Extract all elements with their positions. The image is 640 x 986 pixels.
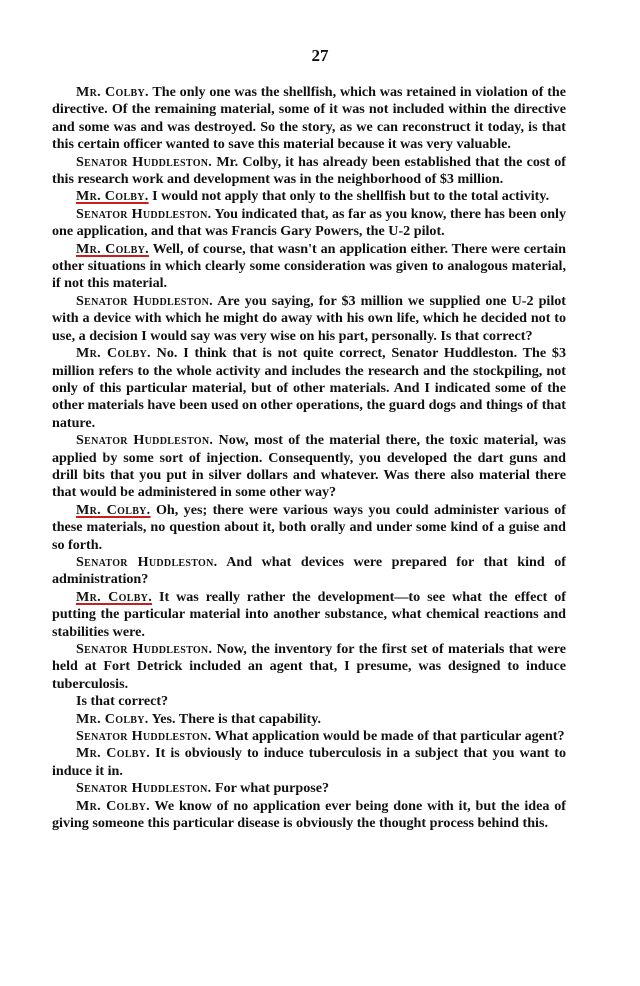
paragraph-text: Now, the inventory for the first set of materials that were held at Fort Detrick included an agent that, I presume, was designed to induce tuberculosis. (52, 641, 566, 692)
paragraph-text: It was really rather the development—to see what the effect of putting the particular material into another substance, what chemical reactions and stabilities were. (52, 588, 566, 640)
paragraph (52, 154, 566, 189)
paragraph-text: Oh, yes; there were various ways you could administer various of these materials, no question about it, both orally and under some kind of a guise and so forth. (52, 501, 566, 553)
paragraph-text: It is obviously to induce tuberculosis in a subject that you want to induce it in. (52, 745, 566, 779)
paragraph-text: For what purpose? (215, 780, 330, 797)
paragraph (52, 502, 566, 554)
paragraph-text: Well, of course, that wasn't an application either. There were certain other situations in which clearly some consideration was given to analogous material, if not this material. (52, 240, 566, 292)
speaker: Mr. Colby. (76, 240, 149, 257)
paragraph (52, 241, 566, 293)
speaker: Mr. Colby. (76, 188, 149, 205)
paragraph (52, 345, 566, 432)
speaker: Mr. Colby. (76, 797, 150, 814)
speaker: Mr. Colby. (76, 84, 149, 100)
paragraph (52, 711, 566, 728)
paragraph-text: Are you saying, for $3 million we supplied one U-2 pilot with a device with which he might do away with his own life, which he decided not to use, a decision I would say was very wise on his part, personally. Is that correct? (52, 292, 566, 344)
speaker: Senator Huddleston. (76, 292, 213, 309)
speaker: Mr. Colby. (76, 345, 151, 362)
speaker: Senator Huddleston. (76, 205, 212, 222)
paragraph (52, 84, 566, 154)
speaker: Senator Huddleston. (76, 432, 214, 449)
paragraph-text: What application would be made of that particular agent? (214, 728, 565, 745)
paragraph (52, 432, 566, 502)
paragraph (52, 745, 566, 780)
paragraph-text: We know of no application ever being done with it, but the idea of giving someone this particular disease is obviously the thought process behind this. (52, 797, 566, 832)
speaker: Senator Huddleston. (76, 780, 212, 797)
speaker: Senator Huddleston. (76, 728, 212, 745)
paragraph-text: Yes. There is that capability. (151, 710, 322, 727)
paragraph-text: Now, most of the material there, the toxic material, was applied by some sort of injection. Consequently, you developed the dart guns and drill bits that you put in silver dollars and whatever. Was there also material there that would be administered in some other way? (52, 432, 567, 501)
paragraph-text: Mr. Colby, it has already been established that the cost of this research work and development was in the neighborhood of $3 million. (52, 153, 566, 188)
speaker: Mr. Colby. (76, 745, 151, 762)
paragraph (52, 728, 566, 745)
speaker: Senator Huddleston. (76, 153, 213, 170)
paragraph-text: The only one was the shellfish, which was retained in violation of the directive. Of the remaining material, some of it was not included within the directive and some was and was destroyed. So the story, as we can reconstruct it today, is that this certain officer wanted to save this material because it was very valuable. (52, 84, 566, 153)
transcript-body (52, 84, 566, 832)
paragraph-text: I would not apply that only to the shellfish but to the total activity. (152, 188, 550, 205)
paragraph (52, 693, 566, 710)
speaker: Mr. Colby. (76, 710, 149, 727)
paragraph-text: No. I think that is not quite correct, Senator Huddleston. The $3 million refers to the whole activity and includes the research and the stockpiling, not only of this particular material, but of other materials. And I indicated some of the other materials have been used on other operations, the guard dogs and things of that nature. (52, 345, 566, 431)
paragraph (52, 589, 566, 641)
speaker: Mr. Colby. (76, 501, 151, 518)
page-number: 27 (311, 46, 329, 65)
paragraph (52, 641, 566, 693)
paragraph (52, 206, 566, 241)
speaker: Senator Huddleston. (76, 641, 213, 657)
paragraph (52, 554, 566, 589)
paragraph (52, 798, 566, 833)
paragraph (52, 780, 566, 797)
paragraph (52, 188, 566, 205)
paragraph-text: And what devices were prepared for that kind of administration? (52, 553, 566, 588)
paragraph (52, 293, 566, 345)
paragraph-text: Is that correct? (76, 693, 169, 710)
speaker: Mr. Colby. (76, 588, 153, 605)
speaker: Senator Huddleston. (76, 553, 218, 570)
paragraph-text: You indicated that, as far as you know, there has been only one application, and that was Francis Gary Powers, the U-2 pilot. (52, 205, 566, 240)
